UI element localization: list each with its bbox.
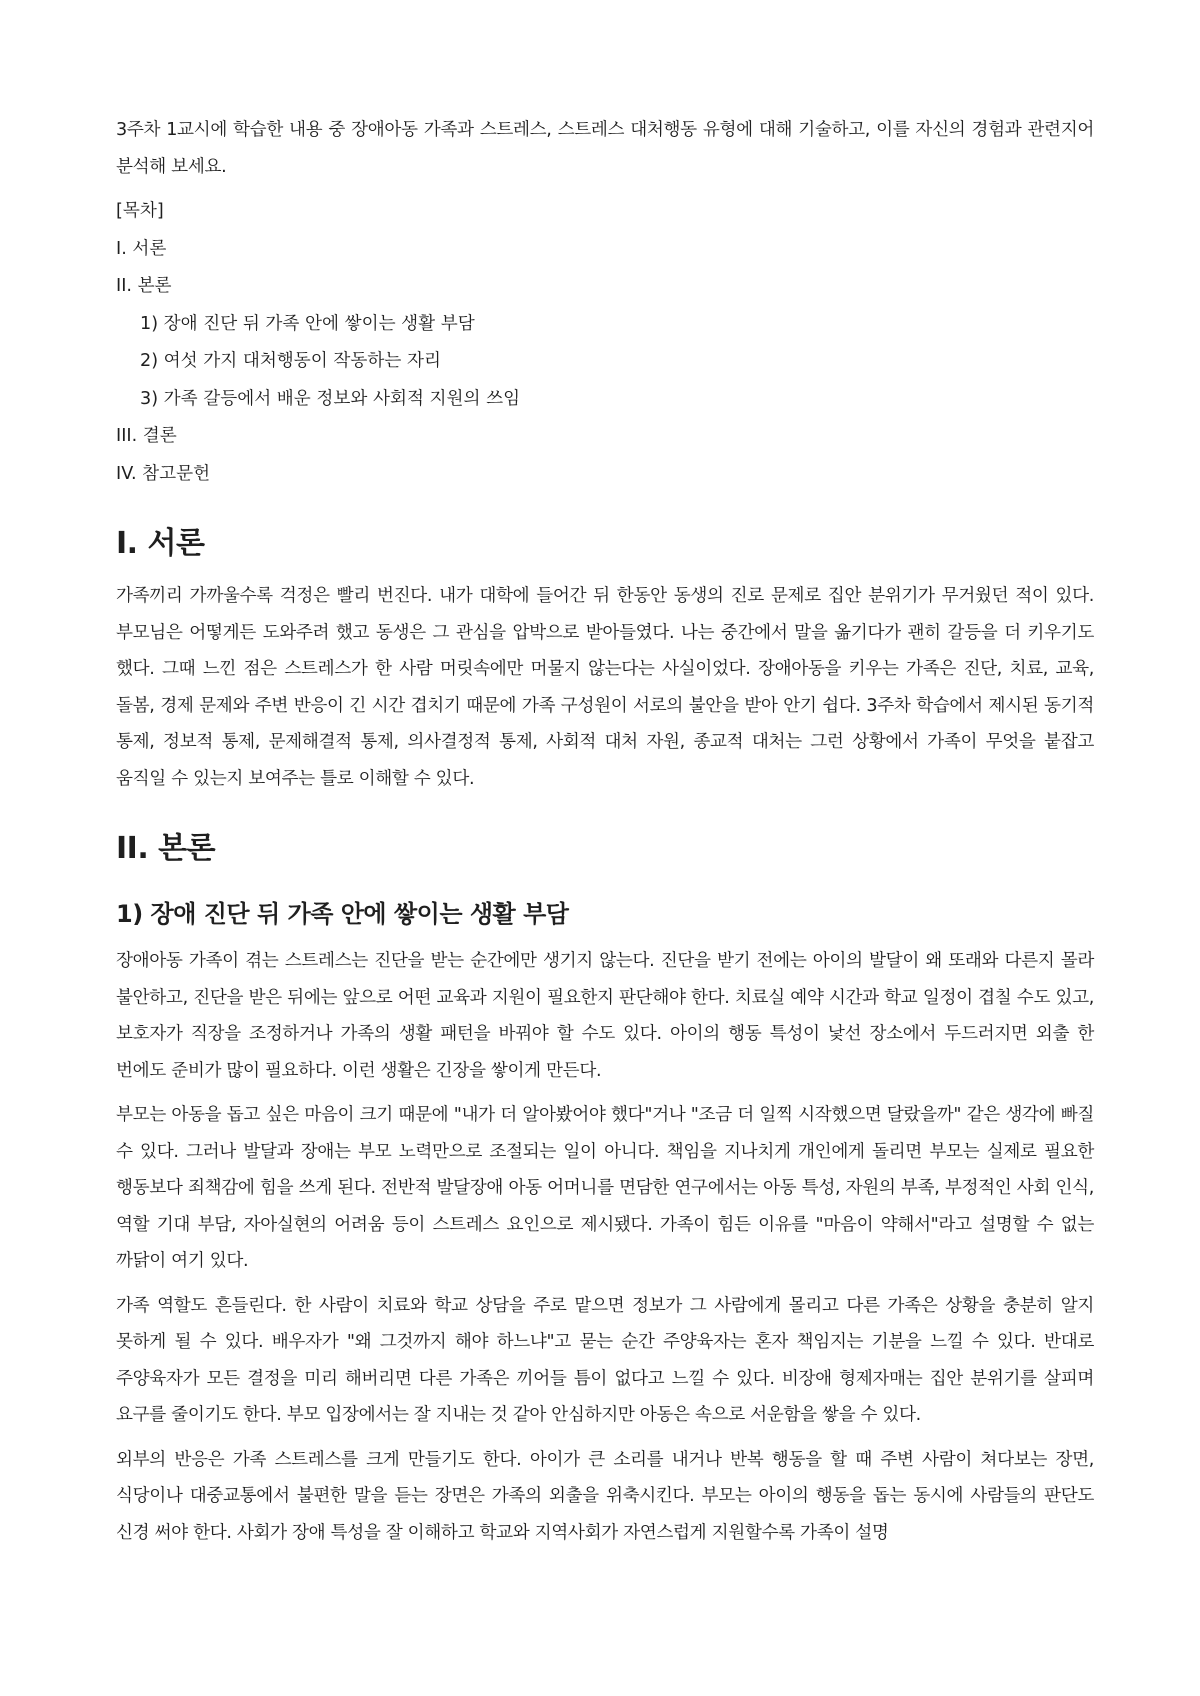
toc-item-body-2: 2) 여섯 가지 대처행동이 작동하는 자리 [140, 351, 441, 371]
toc-item-intro: I. 서론 [116, 238, 167, 259]
body-heading: II. 본론 [116, 831, 216, 866]
toc-item-conclusion: III. 결론 [116, 426, 177, 446]
section-1-paragraph: 가족 역할도 흔들린다. 한 사람이 치료와 학교 상담을 주로 맡으면 정보가 그 사람에게 몰리고 다른 가족은 상황을 충분히 알지 못하게 될 수 있다. 배우자가 "왜 그것까지 해야 하느냐"고 묻는 순간 주양육자는 혼자 책임지는 기분을 느낄 수 있다. 반대로 주양육자가 모든 결정을 미리 해버리면 다른 가족은 끼어들 틈이 없다고 느낄 수 있다. 비장애 형제자매는 집안 분위기를 살피며 요구를 줄이기도 한다. 부모 입장에서는 잘 지내는 것 같아 안심하지만 아동은 속으로 서운함을 쌓을 수 있다. [116, 1295, 1094, 1425]
intro-heading: I. 서론 [116, 526, 205, 561]
toc-title: [목차] [116, 201, 164, 221]
toc-item-body: II. 본론 [116, 276, 172, 296]
document-page [116, 112, 1094, 1559]
toc-item-body-3: 3) 가족 갈등에서 배운 정보와 사회적 지원의 쓰임 [140, 388, 521, 409]
assignment-prompt: 3주차 1교시에 학습한 내용 중 장애아동 가족과 스트레스, 스트레스 대처행동 유형에 대해 기술하고, 이를 자신의 경험과 관련지어 분석해 보세요. [116, 120, 1094, 177]
toc-item-references: IV. 참고문헌 [116, 463, 211, 484]
intro-paragraph: 가족끼리 가까울수록 걱정은 빨리 번진다. 내가 대학에 들어간 뒤 한동안 동생의 진로 문제로 집안 분위기가 무거웠던 적이 있다. 부모님은 어떻게든 도와주려 했고 동생은 그 관심을 압박으로 받아들였다. 나는 중간에서 말을 옮기다가 괜히 갈등을 더 키우기도 했다. 그때 느낀 점은 스트레스가 한 사람 머릿속에만 머물지 않는다는 사실이었다. 장애아동을 키우는 가족은 진단, 치료, 교육, 돌봄, 경제 문제와 주변 반응이 긴 시간 겹치기 때문에 가족 구성원이 서로의 불안을 받아 안기 쉽다. 3주차 학습에서 제시된 동기적 통제, 정보적 통제, 문제해결적 통제, 의사결정적 통제, 사회적 대처 자원, 종교적 대처는 그런 상황에서 가족이 무엇을 붙잡고 움직일 수 있는지 보여주는 틀로 이해할 수 있다. [116, 586, 1094, 789]
toc-item-body-1: 1) 장애 진단 뒤 가족 안에 쌓이는 생활 부담 [140, 313, 475, 334]
table-of-contents [116, 193, 1094, 492]
section-1-paragraph: 외부의 반응은 가족 스트레스를 크게 만들기도 한다. 아이가 큰 소리를 내거나 반복 행동을 할 때 주변 사람이 쳐다보는 장면, 식당이나 대중교통에서 불편한 말을 듣는 장면은 가족의 외출을 위축시킨다. 부모는 아이의 행동을 돕는 동시에 사람들의 판단도 신경 써야 한다. 사회가 장애 특성을 잘 이해하고 학교와 지역사회가 자연스럽게 지원할수록 가족이 설명 [116, 1449, 1094, 1543]
section-1-paragraph: 장애아동 가족이 겪는 스트레스는 진단을 받는 순간에만 생기지 않는다. 진단을 받기 전에는 아이의 발달이 왜 또래와 다른지 몰라 불안하고, 진단을 받은 뒤에는 앞으로 어떤 교육과 지원이 필요한지 판단해야 한다. 치료실 예약 시간과 학교 일정이 겹칠 수도 있고, 보호자가 직장을 조정하거나 가족의 생활 패턴을 바꿔야 할 수도 있다. 아이의 행동 특성이 낯선 장소에서 두드러지면 외출 한 번에도 준비가 많이 필요하다. 이런 생활은 긴장을 쌓이게 만든다. [116, 951, 1094, 1081]
section-1-paragraph: 부모는 아동을 돕고 싶은 마음이 크기 때문에 "내가 더 알아봤어야 했다"거나 "조금 더 일찍 시작했으면 달랐을까" 같은 생각에 빠질 수 있다. 그러나 발달과 장애는 부모 노력만으로 조절되는 일이 아니다. 책임을 지나치게 개인에게 돌리면 부모는 실제로 필요한 행동보다 죄책감에 힘을 쓰게 된다. 전반적 발달장애 아동 어머니를 면담한 연구에서는 아동 특성, 자원의 부족, 부정적인 사회 인식, 역할 기대 부담, 자아실현의 어려움 등이 스트레스 요인으로 제시됐다. 가족이 힘든 이유를 "마음이 약해서"라고 설명할 수 없는 까닭이 여기 있다. [116, 1105, 1094, 1271]
section-1-heading: 1) 장애 진단 뒤 가족 안에 쌓이는 생활 부담 [116, 900, 569, 928]
